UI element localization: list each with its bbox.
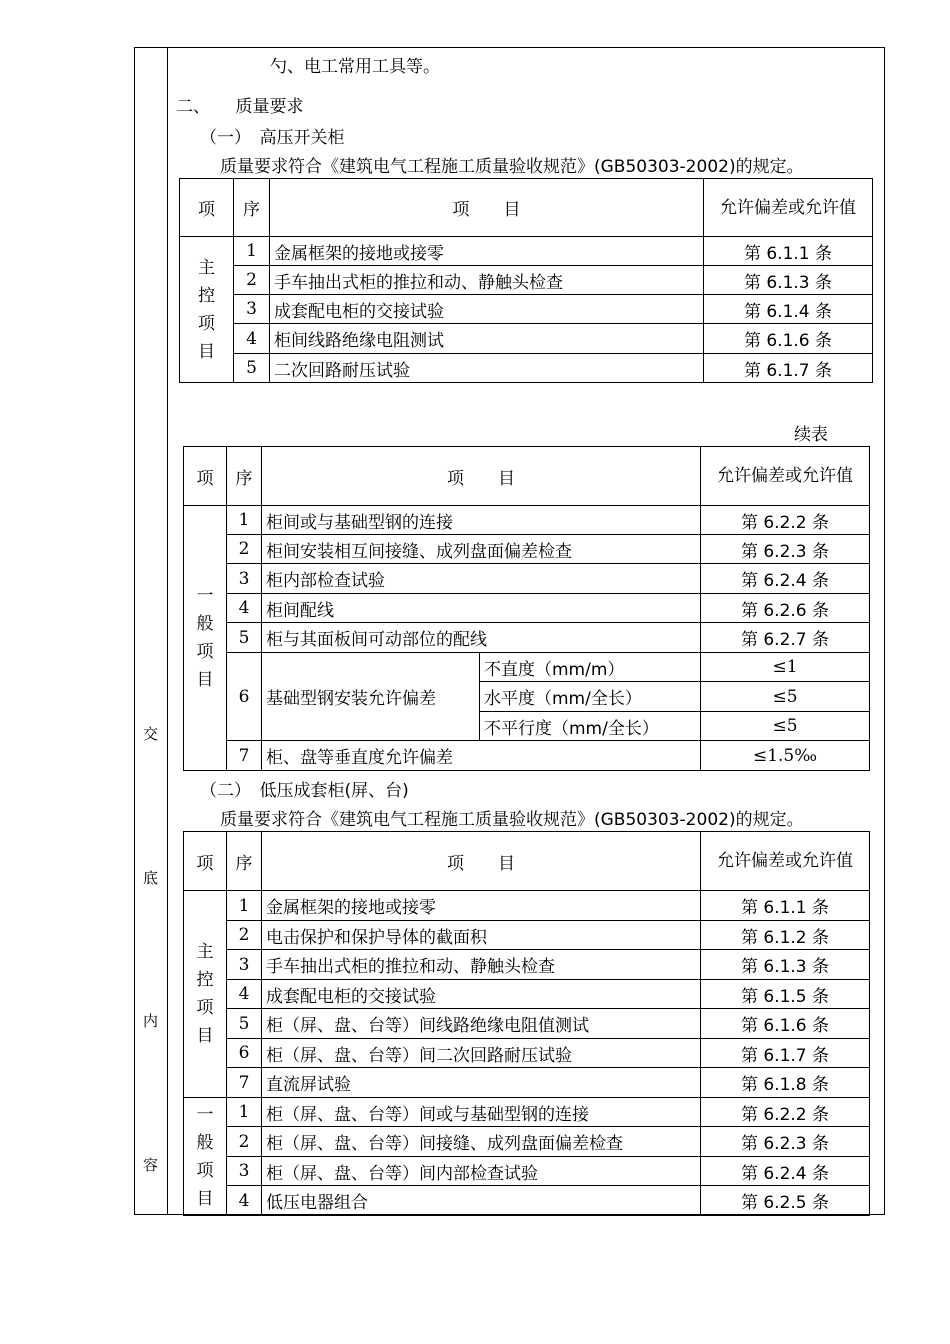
row-seq: 6 [227, 1039, 262, 1068]
row-name: 柜内部检查试验 [262, 564, 701, 594]
sub-row-tolerance: ≤1 [701, 653, 870, 682]
sub2-requirement: 质量要求符合《建筑电气工程施工质量验收规范》(GB50303-2002)的规定。 [220, 810, 804, 830]
row-seq: 2 [227, 535, 262, 564]
table-header-row [184, 447, 870, 506]
table-row [180, 237, 873, 266]
sub1-requirement: 质量要求符合《建筑电气工程施工质量验收规范》(GB50303-2002)的规定。 [220, 157, 804, 177]
header-name: 项 目 [262, 832, 701, 891]
table-lv [183, 831, 870, 1216]
row-name: 柜间配线 [262, 594, 701, 623]
side-label-char: 容 [142, 1156, 158, 1174]
row-tolerance: 第 6.1.3 条 [701, 950, 870, 980]
row-tolerance: 第 6.1.7 条 [701, 1039, 870, 1068]
header-item: 项 [180, 179, 234, 237]
table-hv-main [179, 178, 873, 383]
table-row [184, 535, 870, 564]
row-name: 成套配电柜的交接试验 [270, 295, 704, 324]
group-label: 一般项目 [184, 506, 227, 771]
row-seq: 4 [227, 594, 262, 623]
row-seq: 1 [227, 506, 262, 535]
table-header-row [184, 832, 870, 891]
continued-label: 续表 [794, 425, 828, 445]
group-label: 一般项目 [184, 1098, 227, 1216]
table-row [184, 1186, 870, 1216]
row-tolerance: 第 6.2.3 条 [701, 1127, 870, 1157]
row-seq: 4 [227, 1186, 262, 1216]
table-row [184, 1039, 870, 1068]
row-tolerance: 第 6.2.5 条 [701, 1186, 870, 1216]
row-name: 金属框架的接地或接零 [262, 891, 701, 921]
table-row [184, 980, 870, 1009]
table-row [184, 623, 870, 653]
row-seq: 1 [227, 891, 262, 921]
row-seq: 2 [227, 921, 262, 950]
table-row [184, 653, 870, 682]
row-name: 低压电器组合 [262, 1186, 701, 1216]
header-item: 项 [184, 832, 227, 891]
sub-row-name: 水平度（mm/全长） [480, 682, 701, 712]
table-row [184, 950, 870, 980]
row-name: 柜、盘等垂直度允许偏差 [262, 741, 701, 771]
table-header-row [180, 179, 873, 237]
row-tolerance: ≤1.5‰ [701, 741, 870, 771]
table-row [184, 1157, 870, 1186]
table-row [184, 891, 870, 921]
table-row [184, 594, 870, 623]
row-name: 柜（屏、盘、台等）间线路绝缘电阻值测试 [262, 1009, 701, 1039]
table-row [184, 741, 870, 771]
table-row [180, 295, 873, 324]
row-seq: 1 [234, 237, 270, 266]
row-tolerance: 第 6.2.2 条 [701, 506, 870, 535]
row-seq: 3 [234, 295, 270, 324]
row-seq: 5 [227, 1009, 262, 1039]
row-name: 柜间线路绝缘电阻测试 [270, 324, 704, 354]
table-row [184, 921, 870, 950]
row-name: 成套配电柜的交接试验 [262, 980, 701, 1009]
sub1-title: （一） 高压开关柜 [200, 128, 345, 148]
row-tolerance: 第 6.2.2 条 [701, 1098, 870, 1127]
row-name: 柜间安装相互间接缝、成列盘面偏差检查 [262, 535, 701, 564]
header-seq: 序 [227, 447, 262, 506]
row-tolerance: 第 6.1.2 条 [701, 921, 870, 950]
sub-row-tolerance: ≤5 [701, 682, 870, 712]
row-seq: 6 [227, 653, 262, 741]
table-row [180, 324, 873, 354]
row-tolerance: 第 6.1.1 条 [701, 891, 870, 921]
row-name: 金属框架的接地或接零 [270, 237, 704, 266]
row-name: 柜（屏、盘、台等）间或与基础型钢的连接 [262, 1098, 701, 1127]
row-seq: 4 [227, 980, 262, 1009]
row-seq: 1 [227, 1098, 262, 1127]
table-row [184, 1009, 870, 1039]
row-tolerance: 第 6.2.7 条 [701, 623, 870, 653]
table-row [184, 1068, 870, 1098]
row-seq: 2 [227, 1127, 262, 1157]
row-tolerance: 第 6.1.3 条 [704, 266, 873, 295]
row-tolerance: 第 6.1.6 条 [701, 1009, 870, 1039]
table-row [180, 266, 873, 295]
row-tolerance: 第 6.1.5 条 [701, 980, 870, 1009]
row-tolerance: 第 6.2.4 条 [701, 1157, 870, 1186]
header-name: 项 目 [262, 447, 701, 506]
row-seq: 3 [227, 564, 262, 594]
row-name: 柜（屏、盘、台等）间接缝、成列盘面偏差检查 [262, 1127, 701, 1157]
intro-line: 勺、电工常用工具等。 [270, 57, 440, 77]
row-seq: 3 [227, 950, 262, 980]
row-seq: 7 [227, 741, 262, 771]
row-tolerance: 第 6.2.4 条 [701, 564, 870, 594]
group-label: 主控项目 [180, 237, 234, 383]
row-seq: 5 [234, 354, 270, 383]
side-label-column [134, 47, 168, 1215]
row-tolerance: 第 6.1.4 条 [704, 295, 873, 324]
row-seq: 2 [234, 266, 270, 295]
table-row [184, 506, 870, 535]
row-name: 电击保护和保护导体的截面积 [262, 921, 701, 950]
row-name: 手车抽出式柜的推拉和动、静触头检查 [270, 266, 704, 295]
table-row [184, 1098, 870, 1127]
header-tolerance: 允许偏差或允许值 [704, 179, 873, 237]
sub-row-tolerance: ≤5 [701, 712, 870, 741]
header-tolerance: 允许偏差或允许值 [701, 447, 870, 506]
side-label-char: 内 [142, 1012, 158, 1030]
row-seq: 5 [227, 623, 262, 653]
row-name: 柜与其面板间可动部位的配线 [262, 623, 701, 653]
header-name: 项 目 [270, 179, 704, 237]
row-name: 柜间或与基础型钢的连接 [262, 506, 701, 535]
row-tolerance: 第 6.2.6 条 [701, 594, 870, 623]
side-label-char: 底 [142, 869, 158, 887]
side-label-char: 交 [142, 725, 158, 743]
group-label: 主控项目 [184, 891, 227, 1098]
row-name: 柜（屏、盘、台等）间二次回路耐压试验 [262, 1039, 701, 1068]
header-seq: 序 [227, 832, 262, 891]
row-name: 手车抽出式柜的推拉和动、静触头检查 [262, 950, 701, 980]
row-seq: 4 [234, 324, 270, 354]
row-name: 柜（屏、盘、台等）间内部检查试验 [262, 1157, 701, 1186]
row-tolerance: 第 6.1.1 条 [704, 237, 873, 266]
row-tolerance: 第 6.1.7 条 [704, 354, 873, 383]
table-row [184, 564, 870, 594]
table-row [180, 354, 873, 383]
row-name: 基础型钢安装允许偏差 [262, 653, 480, 741]
section-title: 二、 质量要求 [176, 97, 304, 117]
header-seq: 序 [234, 179, 270, 237]
sub-row-name: 不直度（mm/m） [480, 653, 701, 682]
header-item: 项 [184, 447, 227, 506]
row-seq: 7 [227, 1068, 262, 1098]
table-hv-general [183, 446, 870, 771]
header-tolerance: 允许偏差或允许值 [701, 832, 870, 891]
sub2-title: （二） 低压成套柜(屏、台) [200, 781, 409, 801]
row-tolerance: 第 6.1.6 条 [704, 324, 873, 354]
row-seq: 3 [227, 1157, 262, 1186]
sub-row-name: 不平行度（mm/全长） [480, 712, 701, 741]
row-name: 直流屏试验 [262, 1068, 701, 1098]
table-row [184, 1127, 870, 1157]
row-tolerance: 第 6.2.3 条 [701, 535, 870, 564]
row-name: 二次回路耐压试验 [270, 354, 704, 383]
row-tolerance: 第 6.1.8 条 [701, 1068, 870, 1098]
